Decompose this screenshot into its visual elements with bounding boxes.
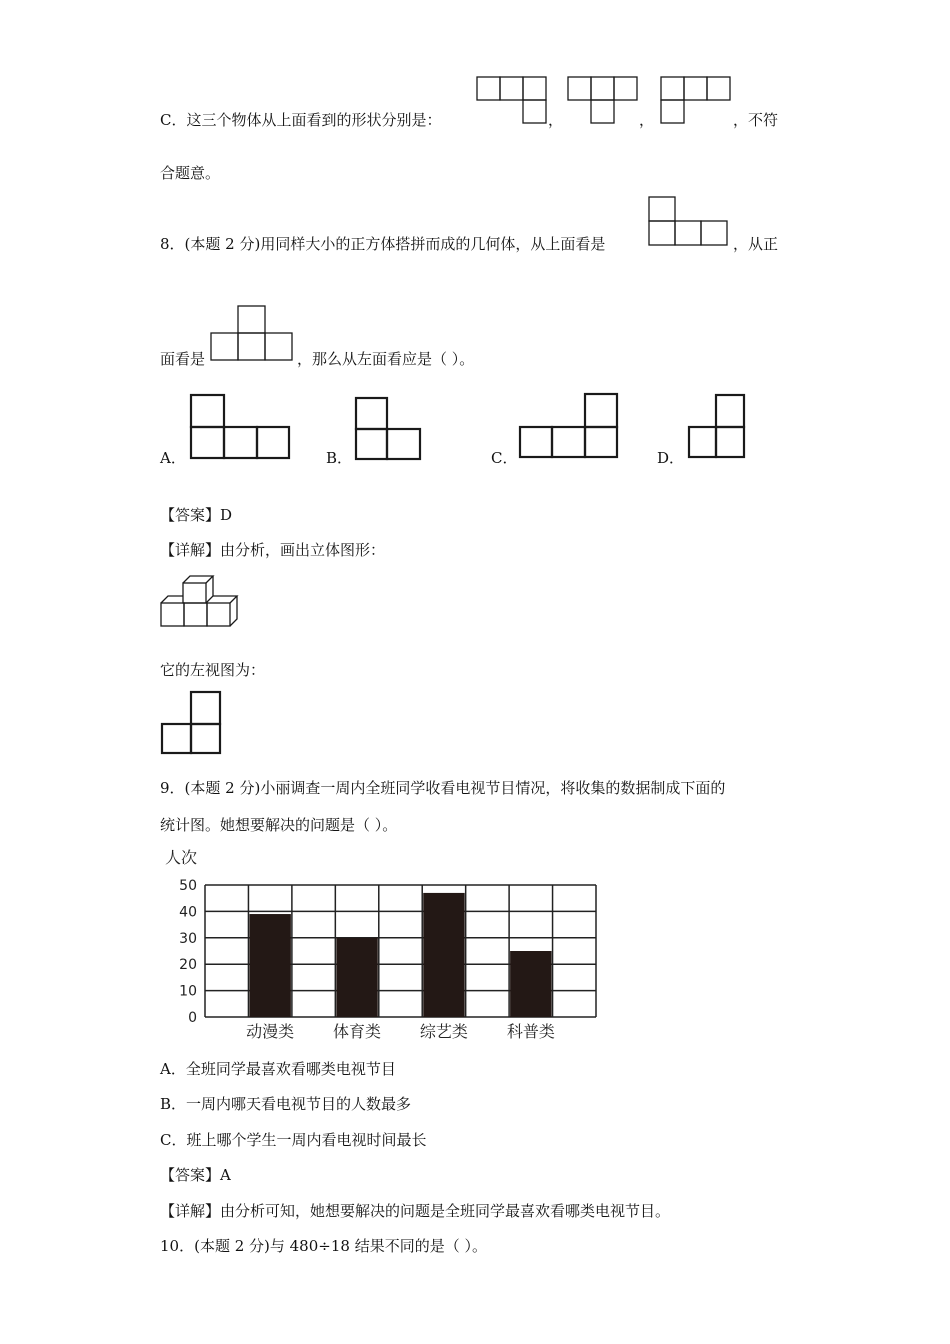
chart-category-label: 综艺类	[419, 1022, 468, 1041]
chart-category-label: 体育类	[333, 1022, 382, 1041]
q9-bar-chart	[155, 845, 615, 1045]
q8-option-d-figure[interactable]	[687, 393, 749, 461]
comma: ，	[639, 111, 655, 129]
top-view-shape-3	[660, 76, 732, 126]
comma: ，	[548, 111, 564, 129]
q8-answer: 【答案】D	[160, 506, 233, 524]
q8-option-b-label: B．	[326, 449, 353, 467]
chart-ytick-label: 20	[179, 957, 197, 974]
chart-bar	[249, 914, 290, 1017]
q9-detail: 【详解】由分析可知，她想要解决的问题是全班同学最喜欢看哪类电视节目。	[160, 1202, 671, 1220]
q7-option-c-text: C．这三个物体从上面看到的形状分别是：	[160, 111, 442, 129]
q8-option-c-figure[interactable]	[518, 392, 620, 460]
chart-ytick-label: 40	[179, 904, 197, 921]
q8-stem-part3: 面看是	[160, 350, 206, 368]
chart-ytick-label: 10	[179, 983, 197, 1000]
q9-option-c[interactable]: C．班上哪个学生一周内看电视时间最长	[160, 1131, 427, 1149]
q9-stem-line2: 统计图。她想要解决的问题是（ ）。	[160, 816, 398, 834]
q8-left-view-text: 它的左视图为：	[160, 661, 266, 679]
q8-option-b-figure[interactable]	[354, 396, 424, 462]
q8-left-view-figure	[160, 690, 224, 758]
chart-ytick-label: 30	[179, 930, 197, 947]
q8-stem-part4: ，那么从左面看应是（ ）。	[297, 350, 475, 368]
q8-detail: 【详解】由分析，画出立体图形：	[160, 541, 386, 559]
chart-ylabel: 人次	[165, 848, 198, 867]
q8-top-view-figure	[648, 196, 730, 248]
top-view-shape-1	[476, 76, 548, 126]
q8-stem-part1: 8．(本题 2 分)用同样大小的正方体搭拼而成的几何体，从上面看是	[160, 235, 606, 253]
chart-bar	[423, 893, 464, 1017]
q9-option-b[interactable]: B．一周内哪天看电视节目的人数最多	[160, 1095, 412, 1113]
q7-continuation: 合题意。	[160, 164, 221, 182]
q8-stem-part2: ，从正	[733, 235, 779, 253]
q9-option-a[interactable]: A．全班同学最喜欢看哪类电视节目	[160, 1060, 396, 1078]
chart-category-label: 科普类	[506, 1022, 555, 1041]
chart-ytick-label: 50	[179, 878, 197, 894]
q8-3d-cubes-figure	[158, 568, 244, 630]
q7-tail-text: ，不符	[733, 111, 779, 129]
chart-bar	[510, 951, 551, 1017]
q8-option-a-figure[interactable]	[189, 393, 293, 461]
q8-option-d-label: D．	[657, 449, 685, 467]
chart-category-label: 动漫类	[246, 1022, 295, 1041]
q9-stem-line1: 9．(本题 2 分)小丽调查一周内全班同学收看电视节目情况，将收集的数据制成下面的	[160, 779, 726, 797]
q8-option-a-label: A．	[160, 449, 186, 467]
chart-ytick-label: 0	[188, 1010, 197, 1026]
q10-stem: 10．(本题 2 分)与 480÷18 结果不同的是（ ）。	[160, 1237, 487, 1255]
chart-bar	[336, 938, 377, 1017]
q9-answer: 【答案】A	[160, 1166, 231, 1184]
q8-option-c-label: C．	[491, 449, 518, 467]
top-view-shape-2	[567, 76, 639, 126]
q8-front-view-figure	[209, 305, 295, 363]
